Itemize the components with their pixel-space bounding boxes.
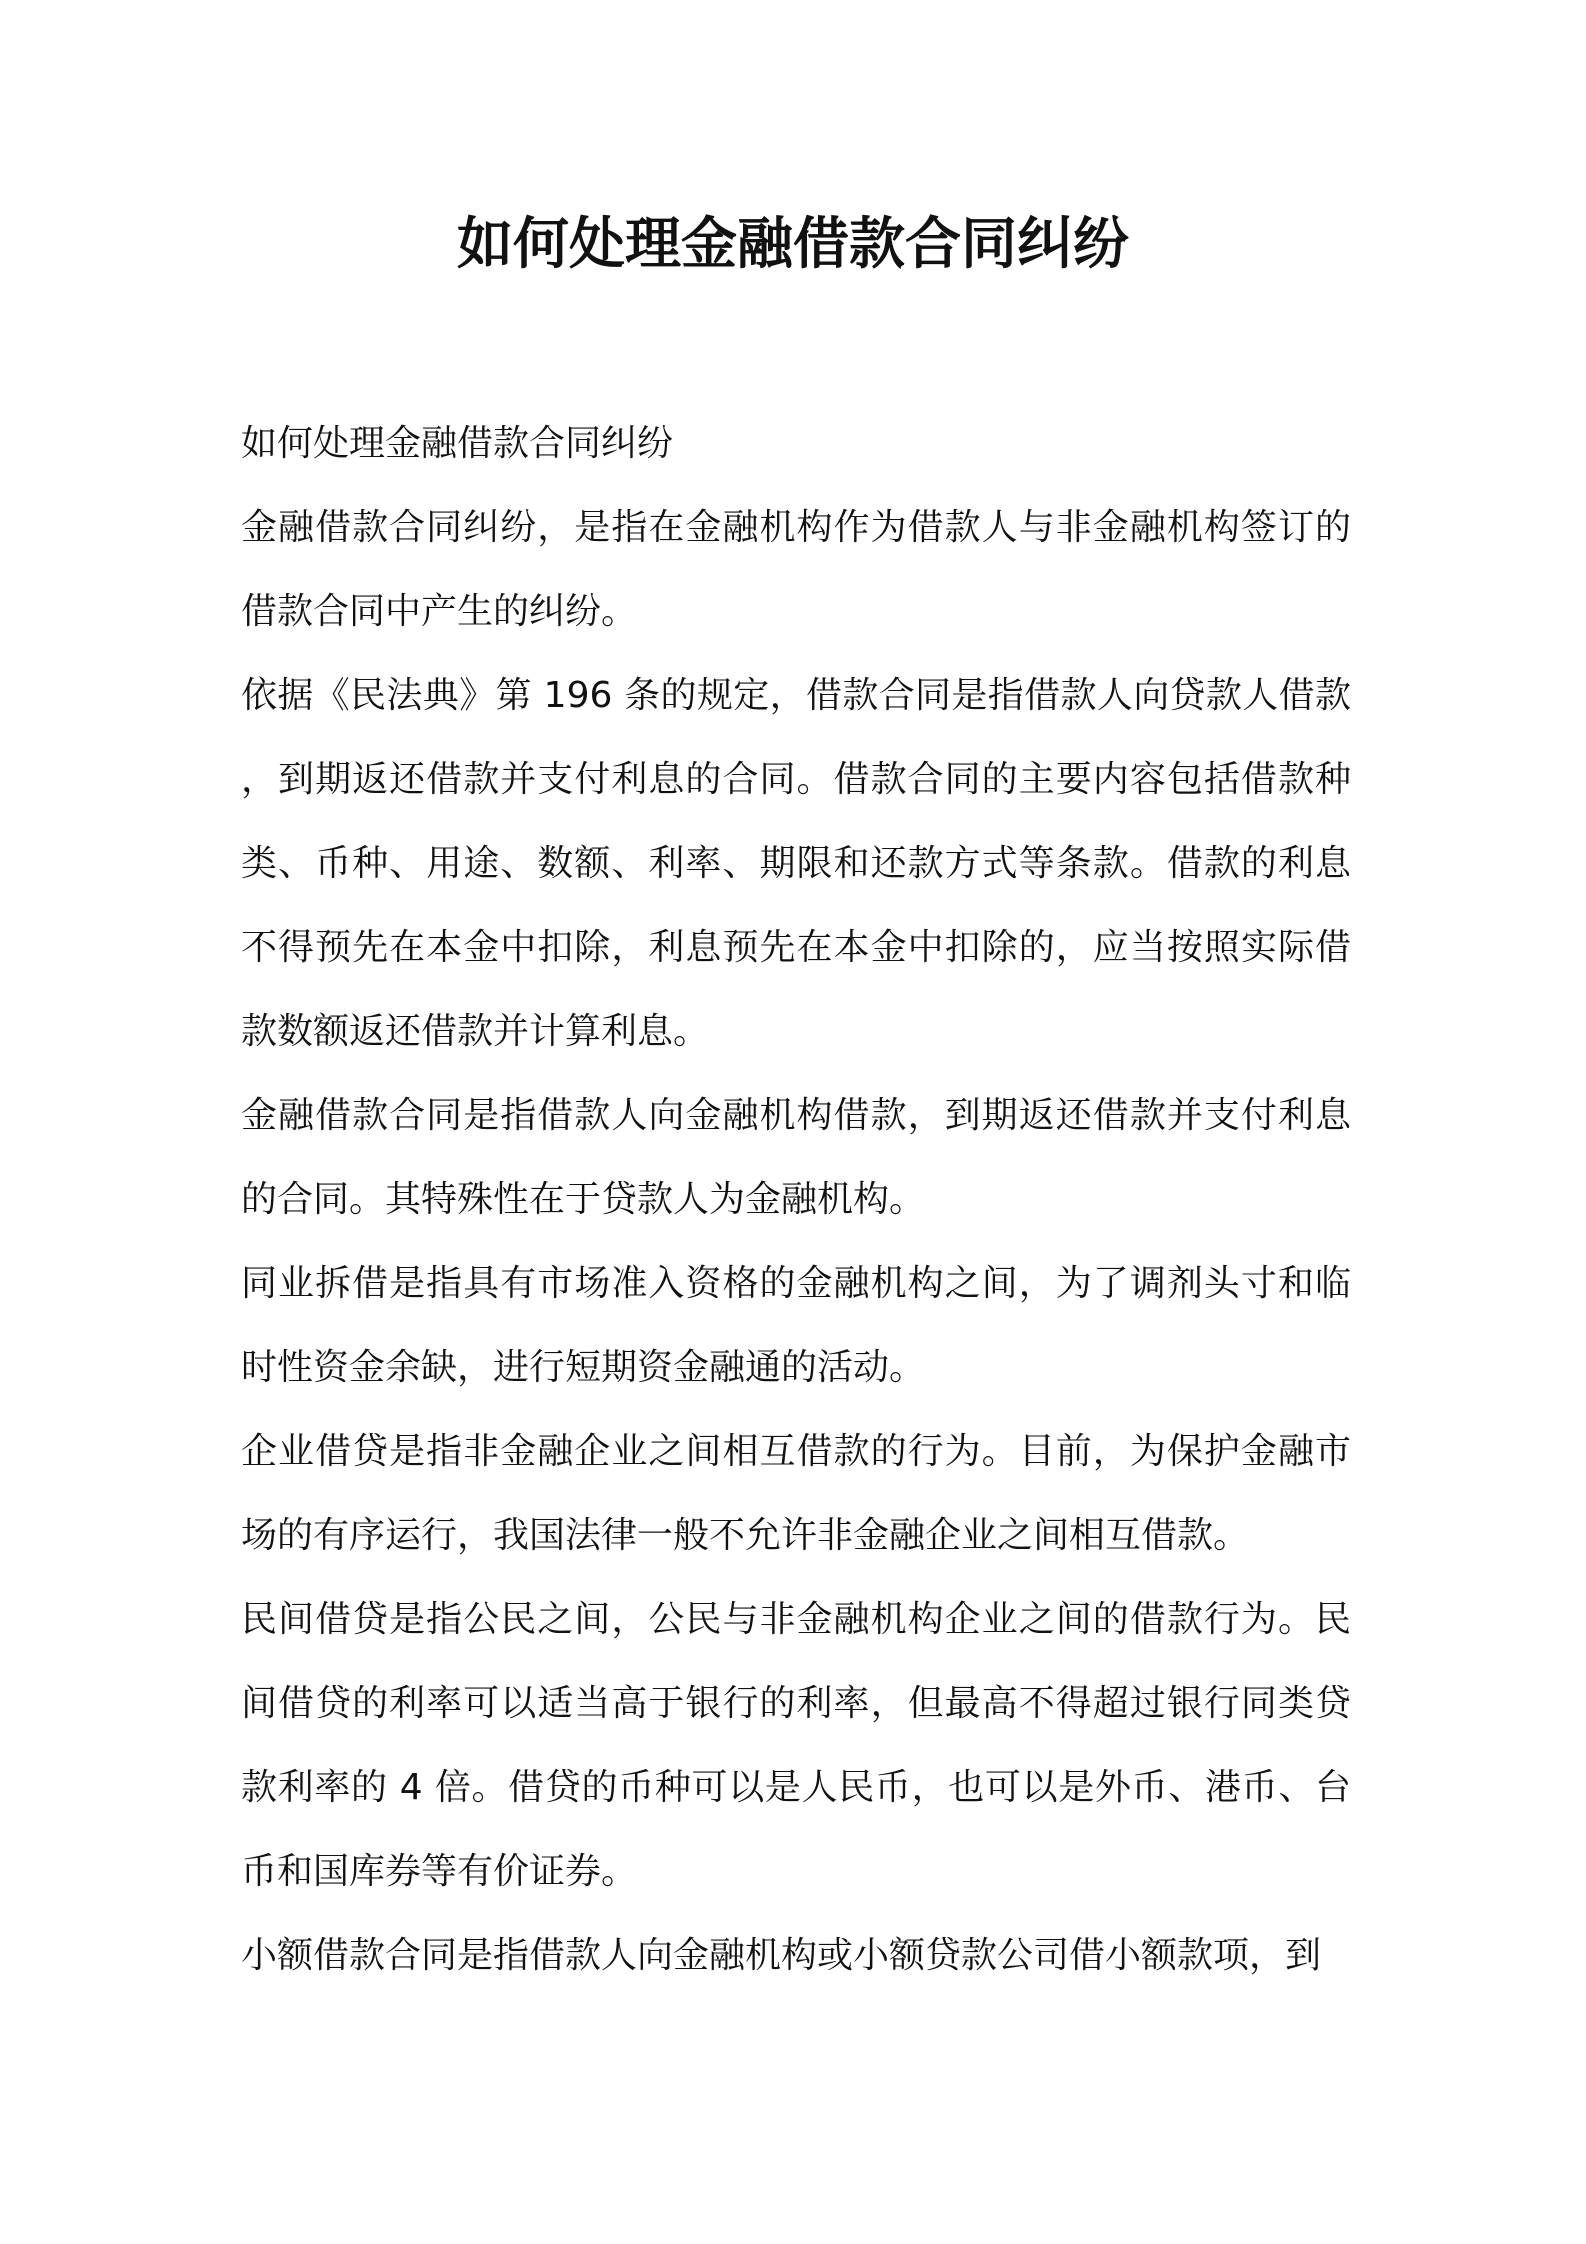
paragraph-heading: 如何处理金融借款合同纠纷 — [241, 423, 674, 464]
paragraph-small-loan: 小额借款合同是指借款人向金融机构或小额贷款公司借小额款项，到 — [241, 1935, 1322, 1976]
paragraph-definition: 金融借款合同纠纷，是指在金融机构作为借款人与非金融机构签订的借款合同中产生的纠纷。 — [241, 507, 1351, 632]
paragraph-enterprise-lending: 企业借贷是指非金融企业之间相互借款的行为。目前，为保护金融市场的有序运行，我国法律一般不允许非金融企业之间相互借款。 — [241, 1431, 1351, 1556]
paragraph-interbank: 同业拆借是指具有市场准入资格的金融机构之间，为了调剂头寸和临时性资金余缺，进行短期资金融通的活动。 — [241, 1263, 1351, 1388]
paragraph-private-lending: 民间借贷是指公民之间，公民与非金融机构企业之间的借款行为。民间借贷的利率可以适当高于银行的利率，但最高不得超过银行同类贷款利率的 4 倍。借贷的币种可以是人民币，也可以是外币、港币、台币和国库券等有价证券。 — [241, 1599, 1351, 1892]
document-body — [241, 402, 1351, 1998]
paragraph-financial-loan: 金融借款合同是指借款人向金融机构借款，到期返还借款并支付利息的合同。其特殊性在于贷款人为金融机构。 — [241, 1095, 1351, 1220]
paragraph-civil-code: 依据《民法典》第 196 条的规定，借款合同是指借款人向贷款人借款，到期返还借款并支付利息的合同。借款合同的主要内容包括借款种类、币种、用途、数额、利率、期限和还款方式等条款。借款的利息不得预先在本金中扣除，利息预先在本金中扣除的，应当按照实际借款数额返还借款并计算利息。 — [241, 675, 1351, 1052]
document-title: 如何处理金融借款合同纠纷 — [457, 212, 1129, 277]
